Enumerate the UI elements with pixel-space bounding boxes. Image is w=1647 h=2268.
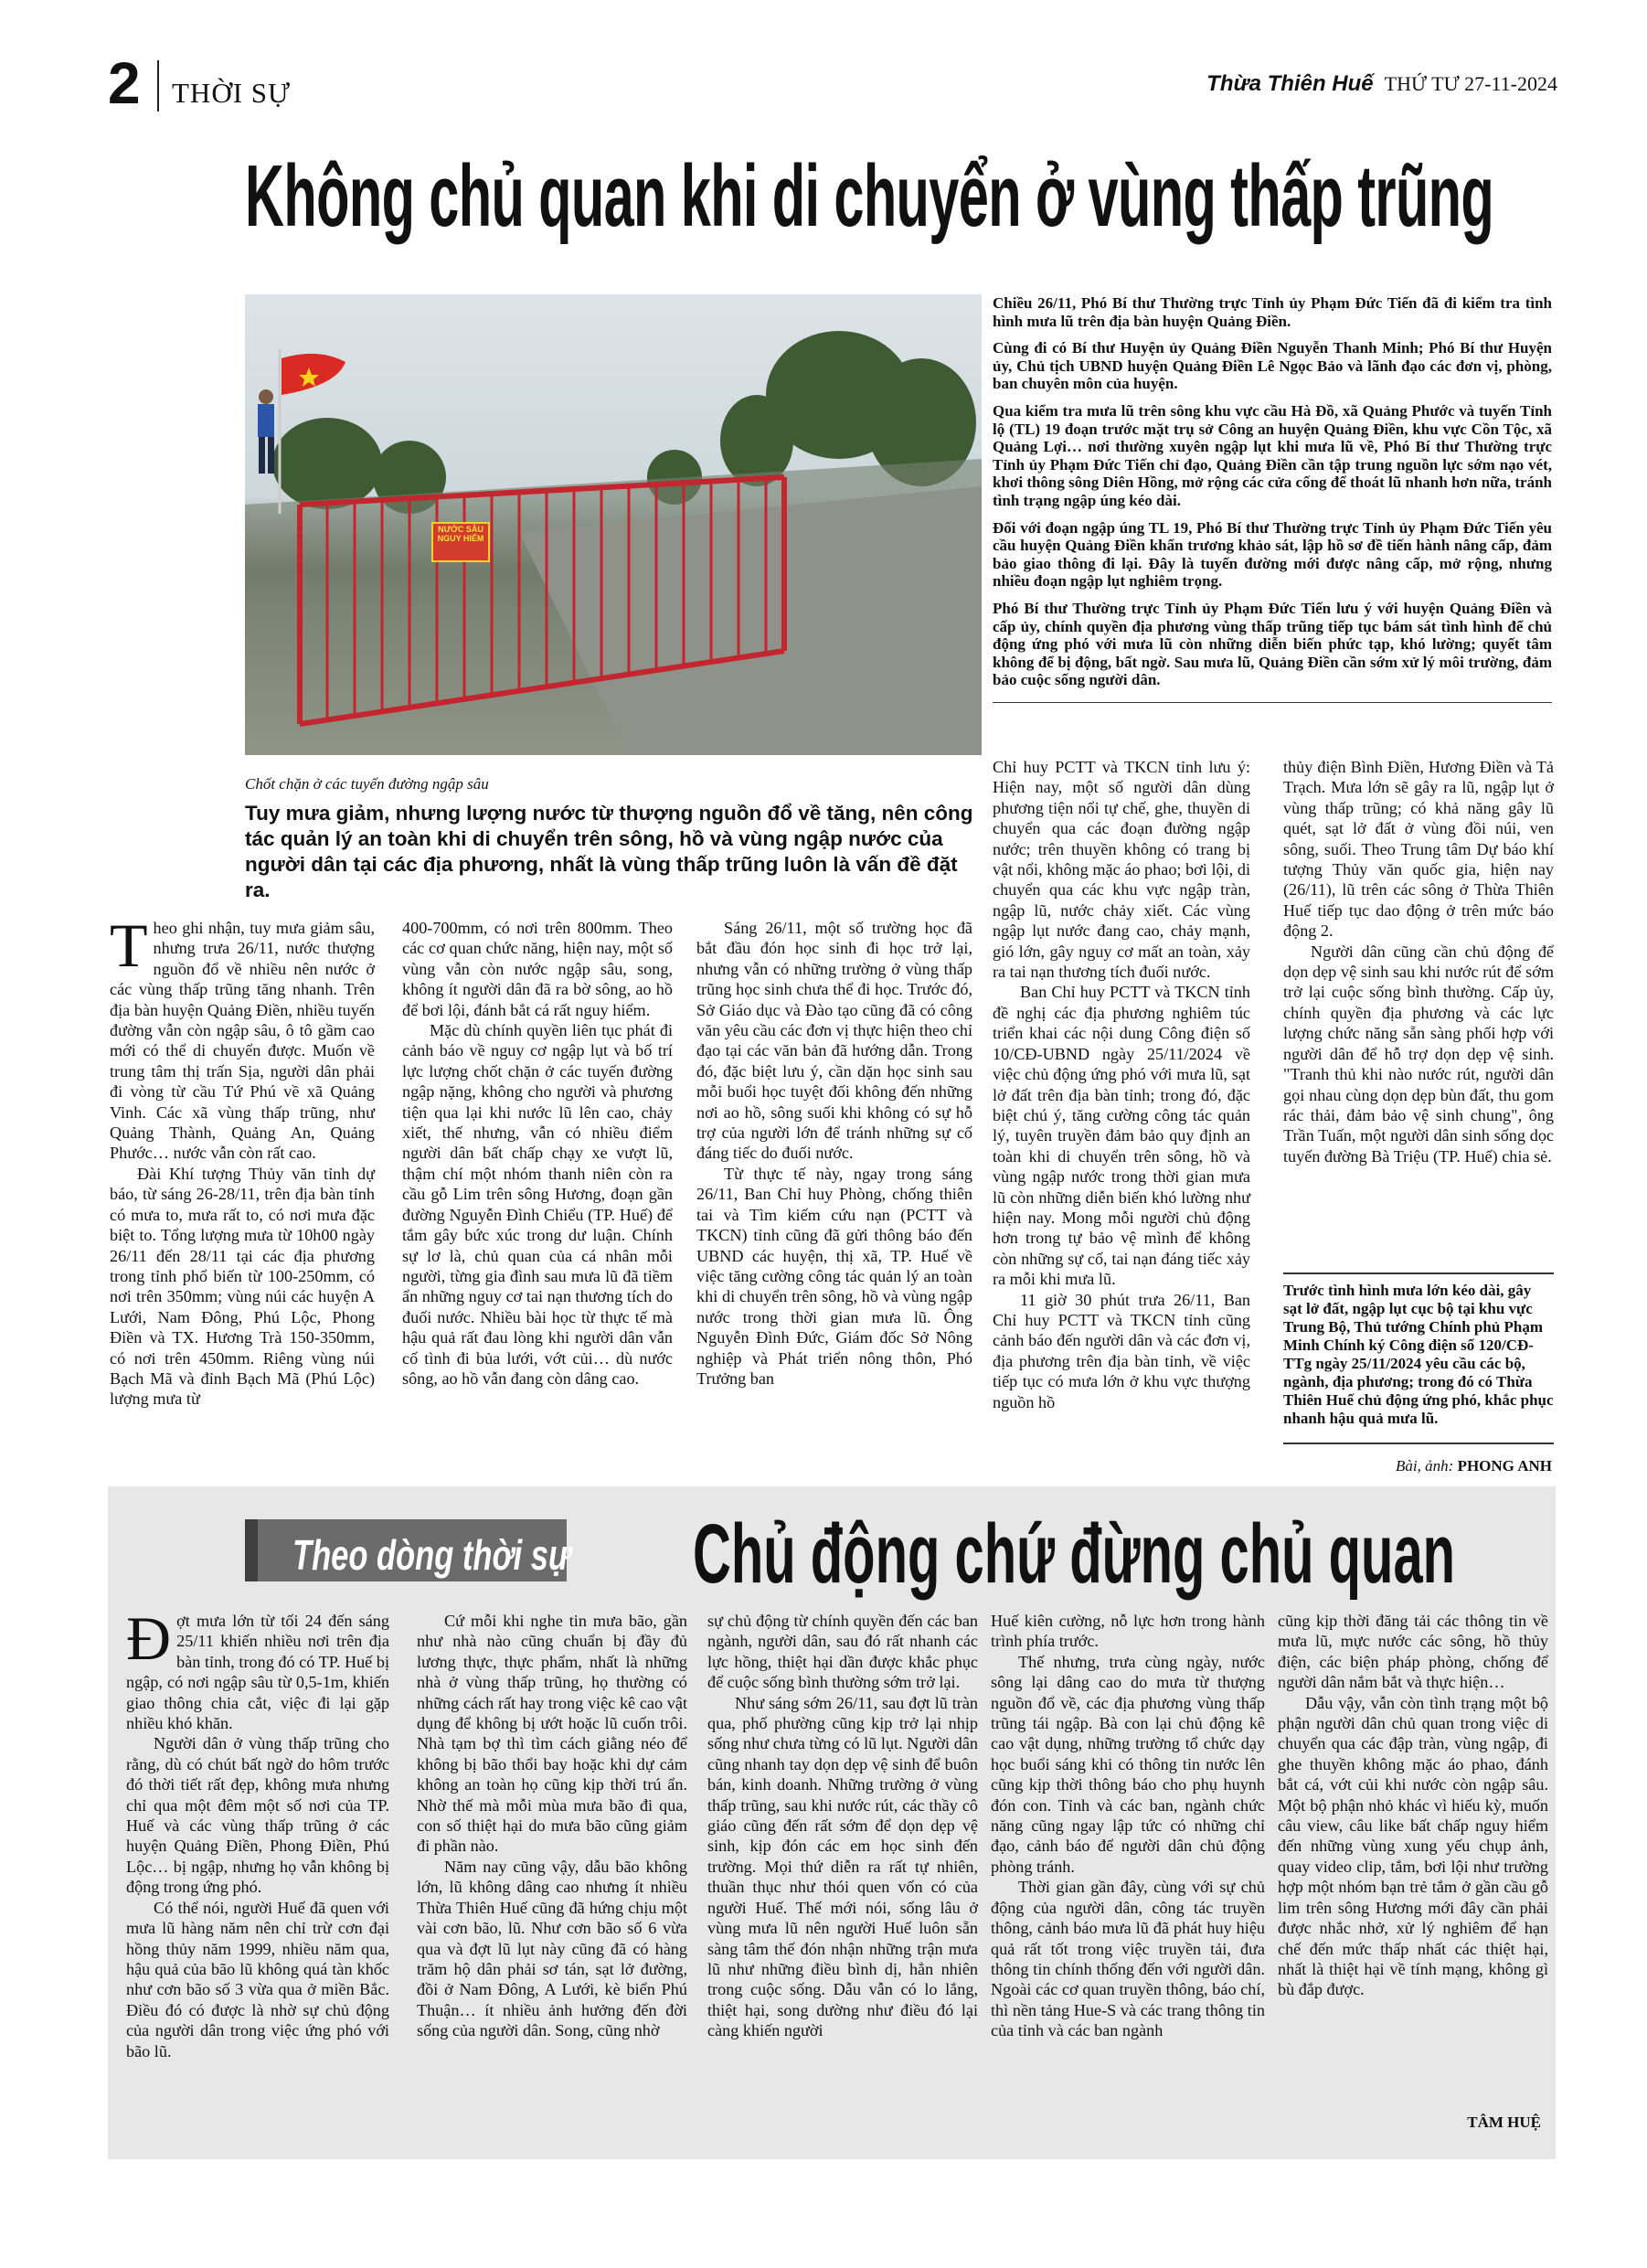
- opinion-box: [108, 1486, 1556, 2159]
- page-header: [108, 51, 1557, 124]
- body-text: heo ghi nhận, tuy mưa giảm sâu, nhưng trưa 26/11, nước thượng nguồn đổ về nhiều nên nước ở các vùng thấp trũng tăng nhanh. Trên địa bàn huyện Quảng Điền, nhiều tuyến đường vẫn còn ngập sâu, ô tô gầm cao mới có thể di chuyển được. Muốn về trung tâm thị trấn Sịa, người dân phải đi vòng từ cầu Tứ Phú về xã Quảng Vinh. Các xã vùng thấp trũng, như Quảng Thành, Quảng An, Quảng Phước… nước vẫn còn rất cao.: [110, 919, 375, 1163]
- byline-label: Bài, ảnh:: [1396, 1457, 1454, 1475]
- body-paragraph: Huế kiên cường, nỗ lực hơn trong hành trình phía trước.: [991, 1612, 1265, 1651]
- intro-paragraphs: [993, 294, 1552, 689]
- opinion-column-4: [991, 1611, 1265, 2041]
- body-text: ợt mưa lớn từ tối 24 đến sáng 25/11 khiến nhiều nơi trên địa bàn tỉnh, trong đó có TP. Huế bị ngập, có nơi ngập sâu từ 0,5-1m, khiến giao thông chia cắt, việc đi lại gặp nhiều khó khăn.: [126, 1612, 389, 1733]
- body-paragraph: Dẫu vậy, vẫn còn tình trạng một bộ phận người dân chủ quan trong việc di chuyển qua các đập tràn, vùng ngập, đi ghe thuyền không mặc áo phao, đánh bắt cá, vớt củi khi nước còn ngập sâu. Một bộ phận nhỏ khác vì hiếu kỳ, muốn câu view, câu like bất chấp nguy hiểm đến những vùng xung yếu chụp ảnh, quay video clip, tắm, bơi lội như trường hợp một nhóm bạn trẻ tắm ở gần cầu gỗ lim trên sông Hương mới đây cần phải được nhắc nhở, xử lý nghiêm để hạn chế đến mức thấp nhất các thiệt hại, nhất là thiệt hại về tính mạng, không gì bù đắp được.: [1278, 1693, 1548, 1999]
- body-paragraph: Cứ mỗi khi nghe tin mưa bão, gần như nhà nào cũng chuẩn bị đầy đủ lương thực, thực phẩm, nhất là những nhà ở vùng thấp trũng, họ thường có những cách rất hay trong việc kê cao vật dụng để không bị ướt hoặc lũ cuốn trôi. Nhà tạm bợ thì tìm cách giằng néo để không bị bão thổi bay hoặc khi dự cảm không an toàn họ cũng kịp thời trú ẩn. Nhờ thế mà mỗi mùa mưa bão đi qua, con số thiệt hại do mưa bão cũng giảm đi phần nào.: [417, 1612, 687, 1856]
- article-sapo: Tuy mưa giảm, nhưng lượng nước từ thượng nguồn đổ về tăng, nên công tác quản lý an toàn khi di chuyển trên sông, hồ và vùng ngập nước của người dân tại các địa phương, nhất là vùng thấp trũng luôn là vấn đề đặt ra.: [245, 802, 973, 901]
- body-paragraph: Thế nhưng, trưa cùng ngày, nước sông lại dâng cao do mưa từ thượng nguồn đổ về, các địa phương vùng thấp trũng tái ngập. Bà con lại chủ động kê cao vật dụng, những trường tổ chức dạy học buổi sáng khi có thông tin nước lên cũng kịp thời thông báo cho phụ huynh đón con. Tỉnh và các ban, ngành chức năng cũng ngay lập tức có những chỉ đạo, cảnh báo để người dân chủ động phòng tránh.: [991, 1652, 1265, 1876]
- intro-paragraph: Phó Bí thư Thường trực Tỉnh ủy Phạm Đức Tiến lưu ý với huyện Quảng Điền và cấp ủy, chính quyền địa phương vùng thấp trũng tiếp tục bám sát tình hình để chủ động ứng phó với mưa lũ còn những diễn biến phức tạp, khó lường; quyết tâm không để bị động, bất ngờ. Sau mưa lũ, Quảng Điền cần sớm xử lý môi trường, đảm bảo cuộc sống người dân.: [993, 599, 1552, 689]
- article-column-5: [1283, 757, 1554, 1166]
- photo-caption: Chốt chặn ở các tuyến đường ngập sâu: [245, 775, 489, 793]
- body-paragraph: Năm nay cũng vậy, dẫu bão không lớn, lũ không dâng cao nhưng ít nhiều Thừa Thiên Huế cũng đã hứng chịu một vài cơn bão, lũ. Như cơn bão số 6 vừa qua và đợt lũ lụt này cũng đã có hàng trăm hộ dân phải sơ tán, sạt lở đường, đồi ở Nam Đông, A Lưới, kè biển Phú Thuận… ít nhiều ảnh hưởng đến đời sống của người dân. Song, cũng nhờ: [417, 1857, 687, 2040]
- article-column-4: [993, 757, 1250, 1412]
- intro-paragraph: Chiều 26/11, Phó Bí thư Thường trực Tỉnh ủy Phạm Đức Tiến đã đi kiểm tra tình hình mưa lũ trên địa bàn huyện Quảng Điền.: [993, 294, 1552, 330]
- body-paragraph: thủy điện Bình Điền, Hương Điền và Tả Trạch. Mưa lớn sẽ gây ra lũ, ngập lụt ở vùng thấp trũng; có khả năng gây lũ quét, sạt lở đất ở vùng đồi núi, ven sông, suối. Theo Trung tâm Dự báo khí tượng Thủy văn quốc gia, hiện nay (26/11), lũ trên các sông ở Thừa Thiên Huế tiếp tục dao động ở trên mức báo động 2.: [1283, 758, 1554, 941]
- opinion-column-1: [126, 1603, 389, 2061]
- byline-name: PHONG ANH: [1457, 1457, 1552, 1475]
- page-number: 2: [108, 50, 141, 116]
- opinion-byline: TÂM HUỆ: [1467, 2114, 1541, 2131]
- intro-paragraph: Đối với đoạn ngập úng TL 19, Phó Bí thư Thường trực Tỉnh ủy Phạm Đức Tiến yêu cầu huyện Quảng Điền khẩn trương khảo sát, lập hồ sơ đề tiến hành nâng cấp, đảm bảo giao thông đi lại. Đây là tuyến đường mới được nâng cấp, mở rộng, nhưng nhiều đoạn ngập lụt nghiêm trọng.: [993, 518, 1552, 591]
- opinion-column-3: [707, 1611, 978, 2041]
- intro-paragraph: Qua kiểm tra mưa lũ trên sông khu vực cầu Hà Đồ, xã Quảng Phước và tuyến Tỉnh lộ (TL) 19 đoạn trước mặt trụ sở Công an huyện Quảng Điền, khu vực Cồn Tộc, xã Quảng Lợi… nơi thường xuyên ngập lụt khi mưa lũ về, Phó Bí thư Thường trực Tỉnh ủy Phạm Đức Tiến chỉ đạo, Quảng Điền cần tập trung nguồn lực sớm nạo vét, khơi thông sông Diên Hồng, mở rộng các cửa cống để thoát lũ nhanh hơn nữa, tránh tình trạng ngập úng kéo dài.: [993, 401, 1552, 509]
- body-paragraph: Người dân cũng cần chủ động để dọn dẹp vệ sinh sau khi nước rút để sớm trở lại cuộc sống bình thường. Cấp ủy, chính quyền địa phương và các lực lượng chức năng sẵn sàng phối hợp với người dân để hỗ trợ dọn dẹp vệ sinh. "Tranh thủ khi nào nước rút, người dân gọi nhau cùng dọn dẹp bùn đất, thu gom rác thải, đảm bảo vệ sinh chung", ông Trần Tuấn, một người dân sinh sống dọc tuyến đường Bà Triệu (TP. Huế) chia sẻ.: [1283, 942, 1554, 1166]
- opinion-headline: Chủ động chứ đừng chủ quan: [693, 1507, 1456, 1601]
- dropcap: Đ: [126, 1603, 172, 1673]
- box-rule: [1283, 1272, 1554, 1274]
- body-paragraph: Chỉ huy PCTT và TKCN tỉnh lưu ý: Hiện nay, một số người dân dùng phương tiện nổi tự chế, ghe, thuyền di chuyển qua các đoạn đường ngập nước; trên thuyền không có trang bị vật nổi, không mặc áo phao; bơi lội, di chuyển qua các khu vực ngập tràn, ngập lũ, nước chảy xiết. Các vùng ngập lụt nước đang cao, chảy mạnh, gió lớn, gây nguy cơ mất an toàn, xảy ra tai nạn thương tích đuối nước.: [993, 758, 1250, 982]
- kicker-label: Theo dòng thời sự: [292, 1531, 571, 1579]
- body-paragraph: Có thể nói, người Huế đã quen với mưa lũ hàng năm nên chỉ trừ cơn đại hồng thủy năm 1999, nhiều năm qua, hậu quả của bão lũ không quá tàn khốc như cơn bão số 3 vừa qua ở miền Bắc. Điều đó có được là nhờ sự chủ động của người dân trong việc ứng phó với bão lũ.: [126, 1898, 389, 2060]
- masthead-right: [1206, 71, 1557, 97]
- body-paragraph: cũng kịp thời đăng tải các thông tin về mưa lũ, mực nước các sông, hồ thủy điện, các biện pháp phòng, chống để người dân nắm bắt và thực hiện…: [1278, 1612, 1548, 1692]
- intro-paragraph: Cùng đi có Bí thư Huyện ủy Quảng Điền Nguyễn Thanh Minh; Phó Bí thư Huyện ủy, Chủ tịch UBND huyện Quảng Điền Lê Ngọc Bảo và lãnh đạo các đơn vị, phòng, ban chuyên môn của huyện.: [993, 339, 1552, 393]
- kicker-tab: [245, 1519, 571, 1581]
- body-paragraph: 400-700mm, có nơi trên 800mm. Theo các cơ quan chức năng, hiện nay, một số vùng vẫn còn nước ngập sâu, song, không ít người dân đã ra bờ sông, ao hồ để bơi lội, đánh bắt cá rất nguy hiểm.: [402, 919, 673, 1019]
- body-paragraph: Sáng 26/11, một số trường học đã bắt đầu đón học sinh đi học trở lại, nhưng vẫn có những trường ở vùng thấp trũng học sinh chưa thể đi học. Trước đó, Sở Giáo dục và Đào tạo cũng đã có công văn yêu cầu các đơn vị thực hiện theo chỉ đạo tại các văn bản đã hướng dẫn. Trong đó, đặc biệt lưu ý, cần dặn học sinh sau mỗi buổi học tuyệt đối không đến những nơi ao hồ, sông suối khi không có sự hỗ trợ của người lớn để tránh những sự cố đáng tiếc do đuối nước.: [696, 919, 972, 1163]
- body-paragraph: Mặc dù chính quyền liên tục phát đi cảnh báo về nguy cơ ngập lụt và bố trí lực lượng chốt chặn ở các tuyến đường ngập nặng, không cho người và phương tiện qua lại khi nước lũ lên cao, chảy xiết, thế nhưng, vẫn có nhiều điểm người dân bất chấp chạy xe vượt lũ, thậm chí một nhóm thanh niên còn ra cầu gỗ Lim trên sông Hương, đoạn gần đường Nguyễn Đình Chiểu (TP. Huế) để tắm gây bức xúc trong dư luận. Chính sự lơ là, chủ quan của cá nhân mỗi người, từng gia đình sau mưa lũ đã tiềm ẩn những nguy cơ tai nạn thương tích do đuối nước. Nhiều bài học từ thực tế mà hậu quả rất đau lòng khi người dân vẫn cố tình đi bủa lưới, vớt củi… dù nước sông, ao hồ vẫn đang còn dâng cao.: [402, 1021, 673, 1388]
- opinion-column-5: [1278, 1611, 1548, 2000]
- body-paragraph: 11 giờ 30 phút trưa 26/11, Ban Chỉ huy PCTT và TKCN tỉnh cũng cảnh báo đến người dân và các đơn vị, địa phương trên địa bàn tỉnh, về việc tiếp tục có mưa lớn ở khu vực thượng nguồn hồ: [993, 1290, 1250, 1411]
- highlight-box: Trước tình hình mưa lớn kéo dài, gây sạt lở đất, ngập lụt cục bộ tại khu vực Trung Bộ, Thủ tướng Chính phủ Phạm Minh Chính ký Công điện số 120/CĐ-TTg ngày 25/11/2024 yêu cầu các bộ, ngành, địa phương; trong đó có Thừa Thiên Huế chủ động ứng phó, khắc phục nhanh hậu quả mưa lũ.: [1283, 1282, 1554, 1427]
- box-rule-bottom: [1283, 1443, 1554, 1444]
- article-column-1: [110, 910, 375, 1410]
- body-paragraph: Đài Khí tượng Thủy văn tỉnh dự báo, từ sáng 26-28/11, trên địa bàn tỉnh có mưa to, mưa rất to, có nơi mưa đặc biệt to. Tổng lượng mưa từ 10h00 ngày 26/11 đến 28/11 tại các địa phương trong tỉnh phổ biến từ 100-250mm, có nơi trên 350mm; vùng núi các huyện A Lưới, Nam Đông, Phú Lộc, Phong Điền và TX. Hương Trà 150-350mm, có nơi trên 450mm. Riêng vùng núi Bạch Mã và đỉnh Bạch Mã (Phú Lộc) lượng mưa từ: [110, 1164, 375, 1409]
- paper-name: Thừa Thiên Huế: [1206, 71, 1374, 96]
- flood-photo: [245, 294, 982, 755]
- body-paragraph: Như sáng sớm 26/11, sau đợt lũ tràn qua, phố phường cũng kịp trở lại nhịp sống như chưa từng có lũ lụt. Người dân cũng nhanh tay dọn dẹp vệ sinh để buôn bán, kinh doanh. Những trường ở vùng thấp trũng, sau khi nước rút, các thầy cô giáo cũng đến rất sớm để dọn dẹp vệ sinh, kịp đón các em học sinh đến trường. Mọi thứ diễn ra rất tự nhiên, thuần thục như thói quen vốn có của người Huế. Thế mới nói, sống lâu ở vùng mưa lũ nên người Huế luôn sẵn sàng tâm thế đón nhận những trận mưa lũ như những điều bình dị, hẳn nhiên trong cuộc sống. Dẫu vẫn có lo lắng, thiệt hại, song dường như điều đó lại càng khiến người: [707, 1693, 978, 2040]
- article-headline: Không chủ quan khi di chuyển ở vùng thấp trũng: [245, 147, 1494, 245]
- article-column-2: [402, 918, 673, 1389]
- body-paragraph: Từ thực tế này, ngay trong sáng 26/11, Ban Chỉ huy Phòng, chống thiên tai và Tìm kiếm cứu nạn (PCTT và TKCN) tỉnh cũng đã gửi thông báo đến UBND các huyện, thị xã, TP. Huế về việc tăng cường công tác quản lý an toàn khi di chuyển trên sông, hồ và vùng ngập nước trong thời gian mưa lũ. Ông Nguyễn Đình Đức, Giám đốc Sở Nông nghiệp và Phát triển nông thôn, Phó Trưởng ban: [696, 1164, 972, 1388]
- section-label: THỜI SỰ: [172, 77, 292, 109]
- article-intro: [993, 294, 1552, 703]
- section-divider: [157, 60, 159, 112]
- byline: [1396, 1457, 1552, 1475]
- body-paragraph: Ban Chỉ huy PCTT và TKCN tỉnh đề nghị các địa phương nghiêm túc triển khai các nội dung Công điện số 10/CĐ-UBND ngày 25/11/2024 về việc chủ động ứng phó với mưa lũ, sạt lở đất trên địa bàn tỉnh; trong đó, đặc biệt chú ý, tăng cường công tác quản lý, tuyên truyền đảm bảo quy định an toàn khi di chuyển trên sông, hồ và vùng ngập nước trong thời gian mưa lũ còn những diễn biến khó lường như hiện nay. Mong mỗi người chủ động hơn trong tự bảo vệ mình để không còn những sự cố, tai nạn đáng tiếc xảy ra mỗi khi mưa lũ.: [993, 983, 1250, 1289]
- body-paragraph: Thời gian gần đây, cùng với sự chủ động của người dân, công tác truyền thông, cảnh báo mưa lũ đã phát huy hiệu quả rất tốt trong việc truyền tải, đưa thông tin chính thống đến với người dân. Ngoài các cơ quan truyền thông, báo chí, thì nền tảng Hue-S và các trang thông tin của tỉnh và các ban ngành: [991, 1878, 1265, 2040]
- article-column-3: [696, 918, 972, 1389]
- photo-sign-text: NƯỚC SÂU NGUY HIỂM: [437, 525, 484, 543]
- body-paragraph: sự chủ động từ chính quyền đến các ban ngành, người dân, sau đó rất nhanh các lực hồng, thiệt hại dần được khắc phục để cuộc sống bình thường sớm trở lại.: [707, 1612, 978, 1692]
- photo-illustration: [245, 294, 982, 755]
- dropcap: T: [110, 910, 148, 980]
- issue-date: THỨ TƯ 27-11-2024: [1384, 72, 1557, 95]
- opinion-column-2: [417, 1611, 687, 2041]
- body-paragraph: Người dân ở vùng thấp trũng cho rằng, dù có chút bất ngờ do hôm trước đó thời tiết rất đẹp, không mưa nhưng chỉ qua một đêm một số nơi của TP. Huế và các vùng thấp trũng ở các huyện Quảng Điền, Phong Điền, Phú Lộc… bị ngập, nhưng họ vẫn không bị động trong ứng phó.: [126, 1734, 389, 1897]
